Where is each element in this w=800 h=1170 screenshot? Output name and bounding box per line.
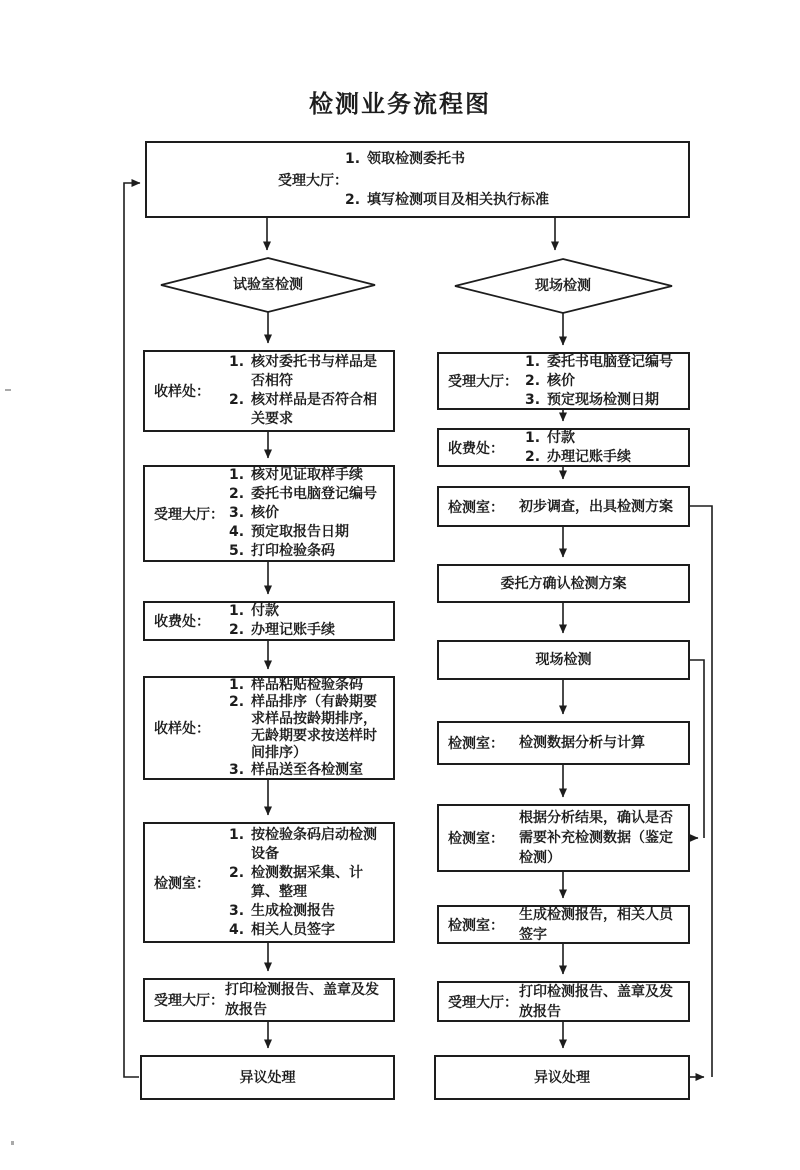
item-number: 4. [229, 921, 245, 938]
flow-box-onsite-testing [437, 640, 690, 680]
flow-box-dispute-handling-left [140, 1055, 395, 1100]
item-text: 核对见证取样手续 [251, 467, 363, 483]
item-number: 2. [229, 486, 245, 502]
flow-box-sample-reception-check [143, 350, 395, 432]
box-text: 打印检测报告、盖章及发放报告 [519, 983, 673, 1020]
item-text: 付款 [251, 603, 279, 619]
feedback-left-dispute-to-reception [124, 183, 140, 1077]
item-text: 预定现场检测日期 [547, 391, 659, 408]
item-text: 核价 [251, 505, 279, 521]
box-label: 检测室： [448, 736, 504, 752]
item-number: 1. [229, 603, 245, 619]
list-item [229, 391, 389, 429]
list-item [525, 353, 684, 372]
box-items [229, 677, 393, 779]
item-number: 2. [229, 864, 245, 881]
box-items [229, 602, 393, 640]
item-text: 核价 [547, 372, 575, 389]
flow-box-client-confirm-plan [437, 564, 690, 603]
branch-label-onsite-test: 现场检测 [535, 278, 591, 294]
flow-box-test-room-analysis [437, 721, 690, 765]
flow-box-cashier-right [437, 428, 690, 467]
item-number: 1. [345, 150, 361, 167]
item-number: 1. [525, 429, 541, 446]
branch-label-lab-test: 试验室检测 [233, 277, 303, 293]
box-text: 初步调查，出具检测方案 [519, 498, 673, 515]
item-number: 5. [229, 543, 245, 559]
box-text: 检测数据分析与计算 [519, 735, 645, 751]
list-item [229, 353, 389, 391]
item-text: 样品粘贴检验条码 [251, 677, 363, 693]
list-item [229, 677, 389, 694]
box-text: 异议处理 [239, 1069, 296, 1086]
flow-box-test-room-report [437, 905, 690, 944]
box-label: 检测室： [448, 917, 504, 934]
flow-box-reception-hall-print-right [437, 981, 690, 1022]
flow-box-test-room-lab [143, 822, 395, 943]
feedback-right-dispute-line [690, 506, 712, 1077]
item-number: 1. [229, 677, 245, 693]
list-item [229, 921, 389, 940]
list-item [229, 762, 389, 779]
item-text: 核对样品是否符合相关要求 [251, 392, 377, 427]
box-items [229, 466, 393, 561]
item-text: 生成检测报告 [251, 902, 335, 919]
item-number: 1. [525, 353, 541, 370]
item-text: 委托书电脑登记编号 [547, 353, 673, 370]
list-item [229, 485, 389, 504]
item-text: 付款 [547, 429, 575, 446]
list-item [229, 466, 389, 485]
list-item [525, 372, 684, 391]
list-item [525, 448, 684, 467]
list-item [229, 621, 389, 640]
box-items [525, 429, 688, 467]
item-number: 1. [229, 354, 245, 370]
box-label: 受理大厅： [154, 993, 224, 1009]
list-item [229, 523, 389, 542]
list-item [229, 864, 389, 902]
feedback-right-retest-line [690, 660, 704, 838]
box-text: 生成检测报告，相关人员签字 [519, 906, 673, 943]
list-item [345, 191, 680, 210]
list-item [345, 150, 680, 169]
box-text: 打印检测报告、盖章及发放报告 [225, 982, 379, 1018]
item-number: 3. [525, 391, 541, 408]
item-text: 办理记账手续 [547, 448, 631, 465]
list-item [229, 902, 389, 921]
item-text: 打印检验条码 [251, 543, 335, 559]
item-text: 样品送至各检测室 [251, 762, 363, 778]
item-text: 填写检测项目及相关执行标准 [367, 191, 549, 208]
list-item [229, 694, 389, 762]
box-text: 异议处理 [534, 1069, 590, 1086]
item-number: 2. [525, 372, 541, 389]
item-number: 2. [345, 191, 361, 208]
box-items [229, 353, 393, 429]
item-text: 按检验条码启动检测设备 [251, 826, 377, 862]
box-label: 受理大厅： [278, 172, 348, 189]
item-number: 1. [229, 467, 245, 483]
item-number: 1. [229, 826, 245, 843]
flow-box-test-room-survey [437, 486, 690, 527]
item-text: 委托书电脑登记编号 [251, 486, 377, 502]
flow-box-test-room-supplement [437, 804, 690, 872]
flow-box-reception-hall-start [145, 141, 690, 218]
flow-box-reception-hall-onsite [437, 352, 690, 410]
item-text: 预定取报告日期 [251, 524, 349, 540]
item-text: 办理记账手续 [251, 622, 335, 638]
list-item [229, 602, 389, 621]
item-text: 相关人员签字 [251, 921, 335, 938]
item-number: 4. [229, 524, 245, 540]
box-items [525, 353, 688, 410]
box-items [345, 150, 688, 210]
item-text: 领取检测委托书 [367, 150, 465, 167]
flow-box-sample-reception-sort [143, 676, 395, 780]
box-label: 检测室： [154, 875, 210, 892]
flow-box-cashier-left [143, 601, 395, 641]
box-label: 检测室： [448, 499, 504, 516]
box-label: 检测室： [448, 831, 504, 847]
box-label: 受理大厅： [448, 994, 518, 1011]
box-label: 收费处： [448, 440, 504, 457]
box-text: 现场检测 [535, 652, 592, 668]
box-text: 委托方确认检测方案 [500, 575, 627, 592]
box-label: 收费处： [154, 614, 210, 630]
item-text: 样品排序（有龄期要求样品按龄期排序，无龄期要求按送样时间排序） [251, 694, 377, 761]
box-label: 收样处： [154, 384, 210, 400]
item-number: 2. [525, 448, 541, 465]
item-number: 2. [229, 622, 245, 638]
box-items [229, 826, 393, 940]
list-item [525, 429, 684, 448]
list-item [229, 542, 389, 561]
flow-box-reception-hall-print-left [143, 978, 395, 1022]
item-number: 3. [229, 902, 245, 919]
list-item [229, 826, 389, 864]
box-text: 根据分析结果，确认是否需要补充检测数据（鉴定检测） [519, 810, 673, 866]
flow-box-dispute-handling-right [434, 1055, 690, 1100]
item-number: 2. [229, 392, 245, 408]
list-item [525, 391, 684, 410]
item-number: 3. [229, 762, 245, 778]
list-item [229, 504, 389, 523]
item-number: 2. [229, 694, 245, 710]
flow-box-reception-hall-register [143, 465, 395, 562]
box-label: 受理大厅： [448, 374, 518, 390]
box-label: 受理大厅： [154, 506, 224, 523]
item-number: 3. [229, 505, 245, 521]
page-title: 检测业务流程图 [309, 90, 491, 118]
box-label: 收样处： [154, 721, 210, 737]
item-text: 检测数据采集、计算、整理 [251, 864, 363, 900]
item-text: 核对委托书与样品是否相符 [251, 354, 377, 389]
